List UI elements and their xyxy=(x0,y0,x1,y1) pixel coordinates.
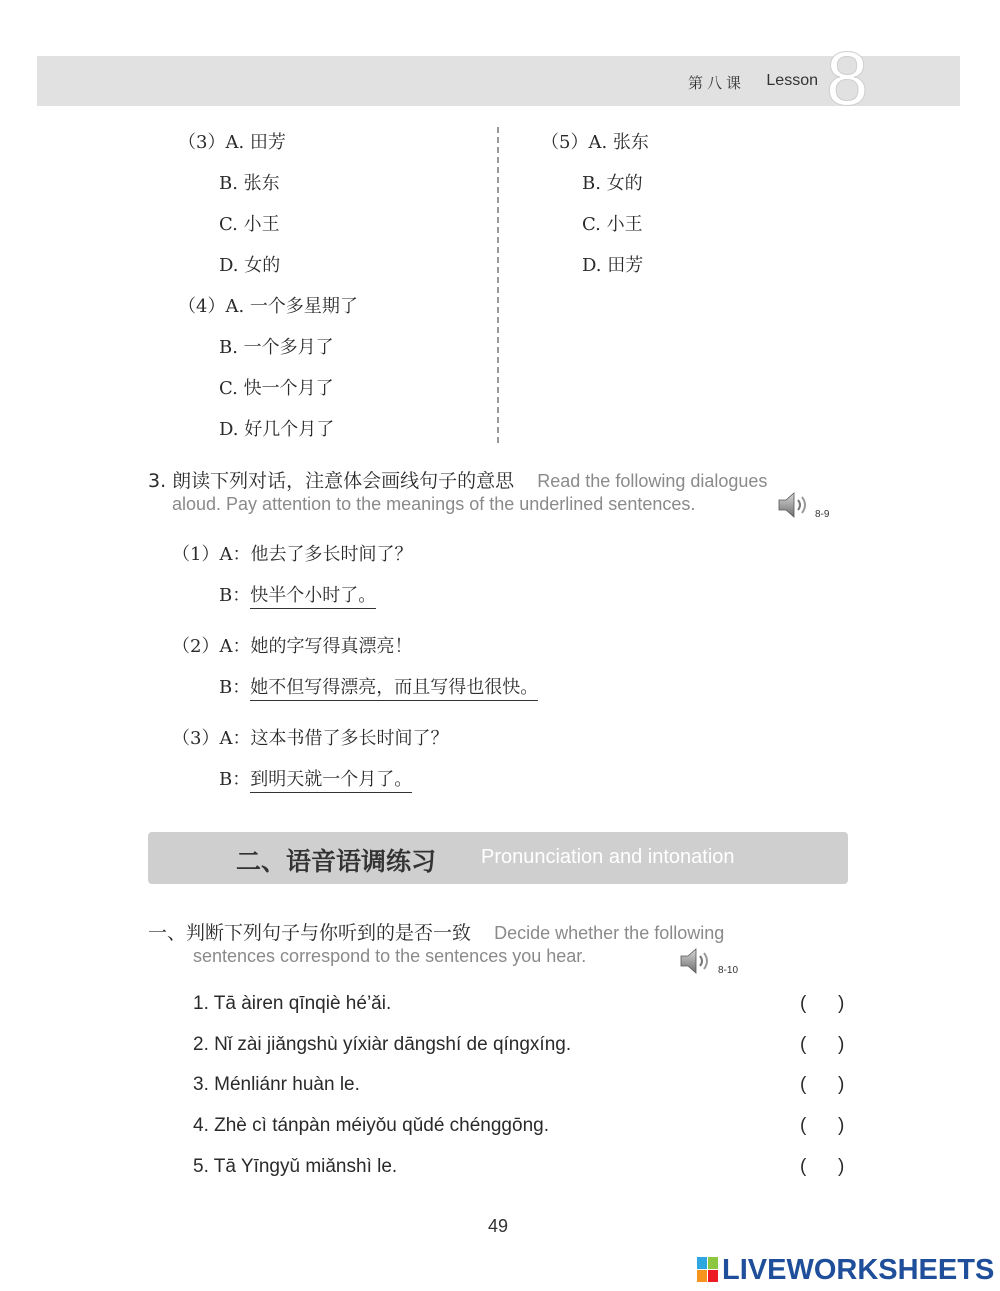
dialogue-1-number: （1） xyxy=(172,544,220,565)
question-4-label: （4） xyxy=(178,296,226,317)
judge-item-1: 1. Tā àiren qīnqiè hé’ǎi. xyxy=(193,993,392,1014)
liveworksheets-brand[interactable]: LIVEWORKSHEETS xyxy=(722,1254,995,1286)
dialogue-1-line-b xyxy=(219,581,376,607)
judge-section-heading xyxy=(148,918,724,945)
lesson-number: 8 xyxy=(826,37,869,122)
question-5 xyxy=(541,128,649,154)
track-number-8-9: 8-9 xyxy=(815,509,830,520)
dialogue-3-b-speaker: B： xyxy=(219,769,251,790)
dialogue-2-b-underlined: 她不但写得漂亮，而且写得也很快。 xyxy=(250,677,538,701)
question-3-option-d: D. 女的 xyxy=(219,255,281,276)
header-band xyxy=(37,56,960,106)
judge-item-3: 3. Ménliánr huàn le. xyxy=(193,1074,360,1095)
section-3-title-en-2: aloud. Pay attention to the meanings of the underlined sentences. xyxy=(172,494,696,514)
question-4-option-b: B. 一个多月了 xyxy=(219,337,334,358)
judge-item-2: 2. Nǐ zài jiǎngshù yíxiàr dāngshí de qíngxíng. xyxy=(193,1034,572,1055)
column-divider xyxy=(497,127,499,443)
liveworksheets-logo-icon xyxy=(697,1257,719,1283)
question-5-option-a: A. 张东 xyxy=(588,132,649,153)
audio-speaker-icon-2[interactable] xyxy=(678,946,718,976)
dialogue-2-line-b xyxy=(219,673,538,699)
judge-item-4: 4. Zhè cì tánpàn méiyǒu qǔdé chénggōng. xyxy=(193,1115,549,1136)
dialogue-2-number: （2） xyxy=(172,636,220,657)
judge-answer-5[interactable]: ( ) xyxy=(800,1156,845,1177)
judge-title-en: Decide whether the following xyxy=(494,923,725,943)
dialogue-1-a: A：他去了多长时间了？ xyxy=(219,544,413,565)
judge-answer-3[interactable]: ( ) xyxy=(800,1074,845,1095)
question-3-option-c: C. 小王 xyxy=(219,214,280,235)
band-title-en: Pronunciation and intonation xyxy=(481,846,735,868)
question-4 xyxy=(178,292,358,318)
judge-answer-2[interactable]: ( ) xyxy=(800,1034,845,1055)
question-4-option-c: C. 快一个月了 xyxy=(219,378,334,399)
judge-answer-4[interactable]: ( ) xyxy=(800,1115,845,1136)
judge-title-cn: 一、判断下列句子与你听到的是否一致 xyxy=(148,922,472,944)
judge-item-5: 5. Tā Yīngyǔ miǎnshì le. xyxy=(193,1156,398,1177)
question-5-option-c: C. 小王 xyxy=(582,214,643,235)
question-3-option-b: B. 张东 xyxy=(219,173,280,194)
question-5-option-b: B. 女的 xyxy=(582,173,643,194)
lesson-chinese-title: 第八课 xyxy=(687,74,745,92)
dialogue-1-b-underlined: 快半个小时了。 xyxy=(250,585,376,609)
lesson-label: Lesson xyxy=(766,72,818,89)
question-5-label: （5） xyxy=(541,132,589,153)
dialogue-2-b-speaker: B： xyxy=(219,677,251,698)
question-3 xyxy=(178,128,286,154)
question-3-label: （3） xyxy=(178,132,226,153)
question-4-option-a: A. 一个多星期了 xyxy=(225,296,358,317)
section-3-title-en: Read the following dialogues xyxy=(537,471,768,491)
question-4-option-d: D. 好几个月了 xyxy=(219,419,335,440)
question-5-option-d: D. 田芳 xyxy=(582,255,644,276)
dialogue-1-line-a xyxy=(172,540,412,566)
judge-title-en-2: sentences correspond to the sentences you hear. xyxy=(193,946,587,966)
section-3-heading xyxy=(148,466,767,493)
page-number: 49 xyxy=(488,1216,509,1236)
track-number-8-10: 8-10 xyxy=(718,965,739,976)
dialogue-3-number: （3） xyxy=(172,728,220,749)
dialogue-3-a: A：这本书借了多长时间了？ xyxy=(219,728,449,749)
band-title-cn: 二、语音语调练习 xyxy=(236,847,437,876)
section-3-title-cn: 3. 朗读下列对话，注意体会画线句子的意思 xyxy=(148,470,515,492)
judge-answer-1[interactable]: ( ) xyxy=(800,993,845,1014)
audio-speaker-icon[interactable] xyxy=(776,490,816,520)
question-3-option-a: A. 田芳 xyxy=(225,132,286,153)
dialogue-3-line-b xyxy=(219,765,412,791)
dialogue-2-a: A：她的字写得真漂亮！ xyxy=(219,636,413,657)
dialogue-3-line-a xyxy=(172,724,448,750)
dialogue-2-line-a xyxy=(172,632,412,658)
dialogue-1-b-speaker: B： xyxy=(219,585,251,606)
dialogue-3-b-underlined: 到明天就一个月了。 xyxy=(250,769,412,793)
